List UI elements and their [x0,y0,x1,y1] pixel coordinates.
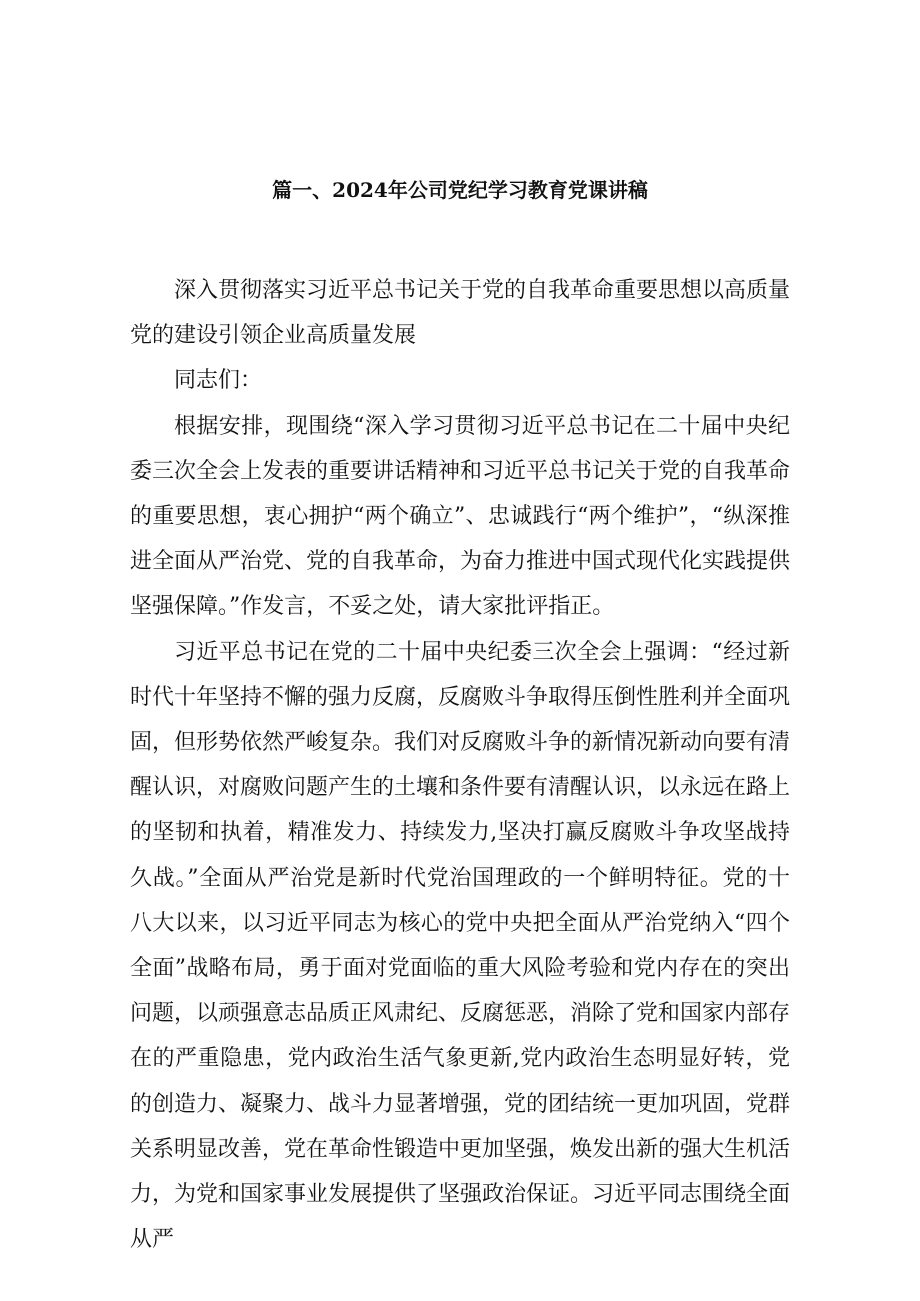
subtitle-paragraph: 深入贯彻落实习近平总书记关于党的自我革命重要思想以高质量党的建设引领企业高质量发展 [130,278,791,349]
document-body [130,268,790,1262]
body-paragraph: 习近平总书记在党的二十届中央纪委三次全会上强调：“经过新时代十年坚持不懈的强力反腐，反腐败斗争取得压倒性胜利并全面巩固，但形势依然严峻复杂。我们对反腐败斗争的新情况新动向要有清醒认识，对腐败问题产生的土壤和条件要有清醒认识，以永远在路上的坚韧和执着，精准发力、持续发力,坚决打赢反腐败斗争攻坚战持久战。”全面从严治党是新时代党治国理政的一个鲜明特征。党的十八大以来，以习近平同志为核心的党中央把全面从严治党纳入“四个全面”战略布局，勇于面对党面临的重大风险考验和党内存在的突出问题，以顽强意志品质正风肃纪、反腐惩恶，消除了党和国家内部存在的严重隐患，党内政治生活气象更新,党内政治生态明显好转，党的创造力、凝聚力、战斗力显著增强，党的团结统一更加巩固，党群关系明显改善，党在革命性锻造中更加坚强，焕发出新的强大生机活力，为党和国家事业发展提供了坚强政治保证。习近平同志围绕全面从严 [130,639,791,1253]
document-title: 篇一、2024年公司党纪学习教育党课讲稿 [272,178,648,202]
body-paragraph: 根据安排，现围绕“深入学习贯彻习近平总书记在二十届中央纪委三次全会上发表的重要讲话精神和习近平总书记关于党的自我革命的重要思想，衷心拥护“两个确立”、忠诚践行“两个维护”，“纵深推进全面从严治党、党的自我革命，为奋力推进中国式现代化实践提供坚强保障。”作发言，不妥之处，请大家批评指正。 [130,413,791,620]
salutation-paragraph: 同志们： [174,368,263,394]
